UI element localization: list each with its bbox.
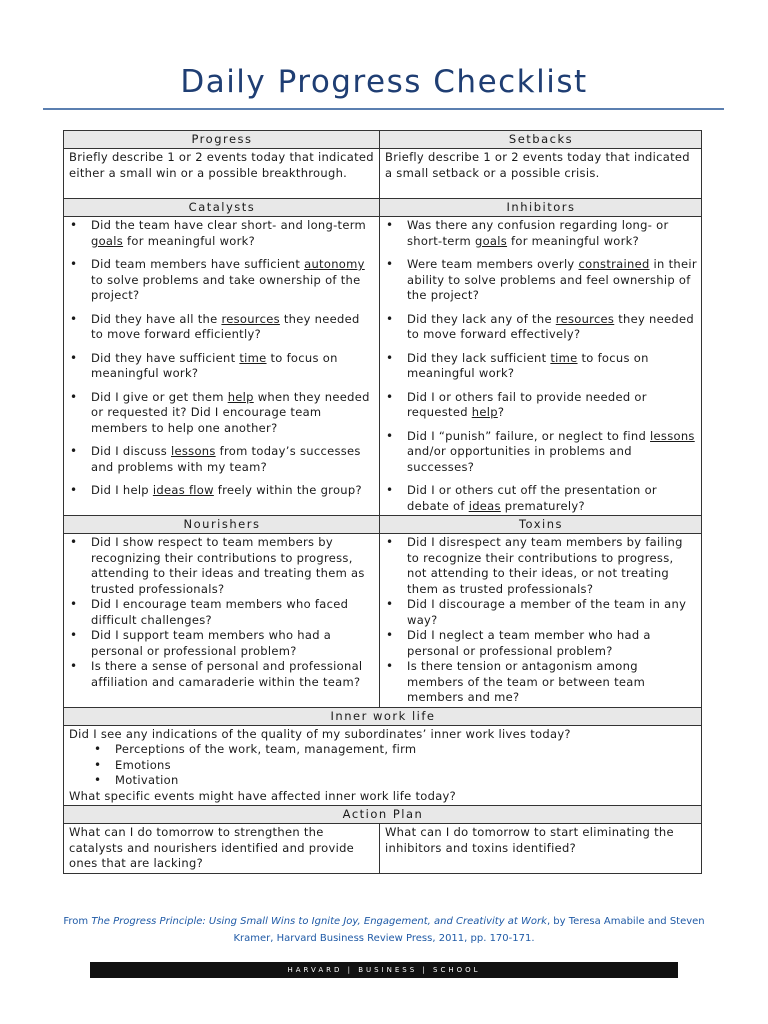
item-keyword: lessons xyxy=(171,444,216,458)
checklist-item: • Did I neglect a team member who had a personal or professional problem? xyxy=(385,628,697,659)
inner-work-life-list xyxy=(69,742,697,789)
inhibitors-list xyxy=(385,218,697,514)
checklist-item xyxy=(69,483,375,499)
item-keyword: help xyxy=(471,405,498,419)
citation-book-title: The Progress Principle: Using Small Wins to Ignite Joy, Engagement, and Creativity at Work xyxy=(91,916,547,927)
item-text: and/or opportunities in problems and successes? xyxy=(407,444,632,474)
school-banner: HARVARD | BUSINESS | SCHOOL xyxy=(90,962,678,978)
toxins-list xyxy=(385,535,697,706)
item-keyword: ideas flow xyxy=(152,483,214,497)
checklist-item: • Did I discourage a member of the team in any way? xyxy=(385,597,697,628)
inner-work-life-followup: What specific events might have affected inner work life today? xyxy=(69,788,457,803)
item-text: Did I give or get them xyxy=(91,389,228,404)
checklist-item xyxy=(385,257,697,304)
item-text: Were team members overly xyxy=(407,257,579,271)
item-keyword: resources xyxy=(555,311,615,326)
checklist-item: • Did I show respect to team members by recognizing their contributions to progress, attending to their ideas and treating them as trusted professionals? xyxy=(69,535,375,597)
item-keyword: lessons xyxy=(650,428,695,443)
checklist-item xyxy=(385,429,697,476)
item-text: Did they have sufficient xyxy=(91,350,240,365)
item-text: they needed to move forward efficiently? xyxy=(91,311,360,341)
page-title: Daily Progress Checklist xyxy=(180,64,588,100)
action-plan-header: Action Plan xyxy=(64,806,702,824)
item-text: freely within the group? xyxy=(213,483,362,497)
title-divider xyxy=(43,108,724,110)
toxins-header: Toxins xyxy=(380,516,702,534)
action-plan-right: What can I do tomorrow to start eliminating the inhibitors and toxins identified? xyxy=(380,824,702,874)
item-keyword: autonomy xyxy=(304,257,365,271)
item-text: Did team members have sufficient xyxy=(91,257,305,271)
item-keyword: resources xyxy=(221,311,280,326)
item-text: to solve problems and take ownership of the project? xyxy=(91,272,361,302)
checklist-item: • Is there tension or antagonism among members of the team or between team members and me? xyxy=(385,659,697,706)
checklist-item xyxy=(385,390,697,421)
checklist-item: • Emotions xyxy=(93,758,697,774)
checklist-item: • Perceptions of the work, team, management, firm xyxy=(93,742,697,758)
checklist-item xyxy=(69,444,375,475)
item-text: Did I “punish” failure, or neglect to find xyxy=(407,428,651,443)
item-text: ? xyxy=(497,405,505,419)
catalysts-header: Catalysts xyxy=(64,199,380,217)
checklist-item xyxy=(385,312,697,343)
action-plan-left: What can I do tomorrow to strengthen the catalysts and nourishers identified and provide ones that are lacking? xyxy=(64,824,380,874)
item-text: prematurely? xyxy=(500,498,585,513)
item-keyword: time xyxy=(239,350,267,365)
item-keyword: constrained xyxy=(578,257,650,271)
item-text: in their ability to solve problems and feel ownership of the project? xyxy=(407,257,697,302)
progress-prompt: Briefly describe 1 or 2 events today that indicated either a small win or a possible breakthrough. xyxy=(64,149,380,199)
item-text: Did they lack sufficient xyxy=(407,350,551,365)
checklist-item: • Did I disrespect any team members by failing to recognize their contributions to progress, not attending to their ideas, or not treating them as trusted professionals? xyxy=(385,535,697,597)
item-text: Did I or others cut off the presentation or debate of xyxy=(407,483,657,513)
item-text: for meaningful work? xyxy=(507,233,640,248)
setbacks-header: Setbacks xyxy=(380,131,702,149)
item-text: Did I help xyxy=(91,483,153,497)
checklist-item xyxy=(69,218,375,249)
checklist-item xyxy=(69,312,375,343)
checklist-item: • Is there a sense of personal and professional affiliation and camaraderie within the team? xyxy=(69,659,375,690)
item-keyword: help xyxy=(227,389,254,404)
checklist-item: • Did I encourage team members who faced difficult challenges? xyxy=(69,597,375,628)
setbacks-prompt: Briefly describe 1 or 2 events today that indicated a small setback or a possible crisis. xyxy=(380,149,702,199)
checklist-item xyxy=(385,483,697,514)
item-keyword: time xyxy=(550,350,578,365)
inner-work-life-body xyxy=(64,725,702,806)
item-text: Did I discuss xyxy=(91,444,171,458)
catalysts-list xyxy=(69,218,375,499)
item-text: for meaningful work? xyxy=(123,233,256,248)
nourishers-list xyxy=(69,535,375,690)
inhibitors-header: Inhibitors xyxy=(380,199,702,217)
progress-header: Progress xyxy=(64,131,380,149)
item-text: Was there any confusion regarding long- or short-term xyxy=(407,218,669,248)
item-text: from today’s successes and problems with my team? xyxy=(91,444,361,474)
checklist-item: • Did I support team members who had a personal or professional problem? xyxy=(69,628,375,659)
item-text: Did the team have clear short- and long-term xyxy=(91,218,367,232)
inner-work-life-header: Inner work life xyxy=(64,707,702,725)
checklist-item xyxy=(69,390,375,437)
item-text: to focus on meaningful work? xyxy=(91,350,338,380)
item-keyword: ideas xyxy=(468,498,501,513)
citation-from: From xyxy=(63,916,92,927)
item-text: to focus on meaningful work? xyxy=(407,350,649,380)
item-text: Did they lack any of the xyxy=(407,311,556,326)
inner-work-life-question: Did I see any indications of the quality of my subordinates’ inner work lives today? xyxy=(69,726,571,741)
checklist-item xyxy=(69,351,375,382)
checklist-item: • Motivation xyxy=(93,773,697,789)
citation-footer xyxy=(60,913,708,947)
checklist-item xyxy=(385,218,697,249)
item-keyword: goals xyxy=(91,233,124,248)
item-keyword: goals xyxy=(474,233,508,248)
item-text: when they needed or requested it? Did I encourage team members to help one another? xyxy=(91,389,370,435)
citation-details: , by Teresa Amabile and Steven Kramer, Harvard Business Review Press, 2011, pp. 170-171. xyxy=(233,916,705,944)
checklist-table xyxy=(63,130,702,874)
checklist-item xyxy=(69,257,375,304)
checklist-item xyxy=(385,351,697,382)
item-text: Did I or others fail to provide needed or requested xyxy=(407,389,647,419)
nourishers-header: Nourishers xyxy=(64,516,380,534)
item-text: they needed to move forward effectively? xyxy=(407,311,694,341)
item-text: Did they have all the xyxy=(91,311,222,326)
